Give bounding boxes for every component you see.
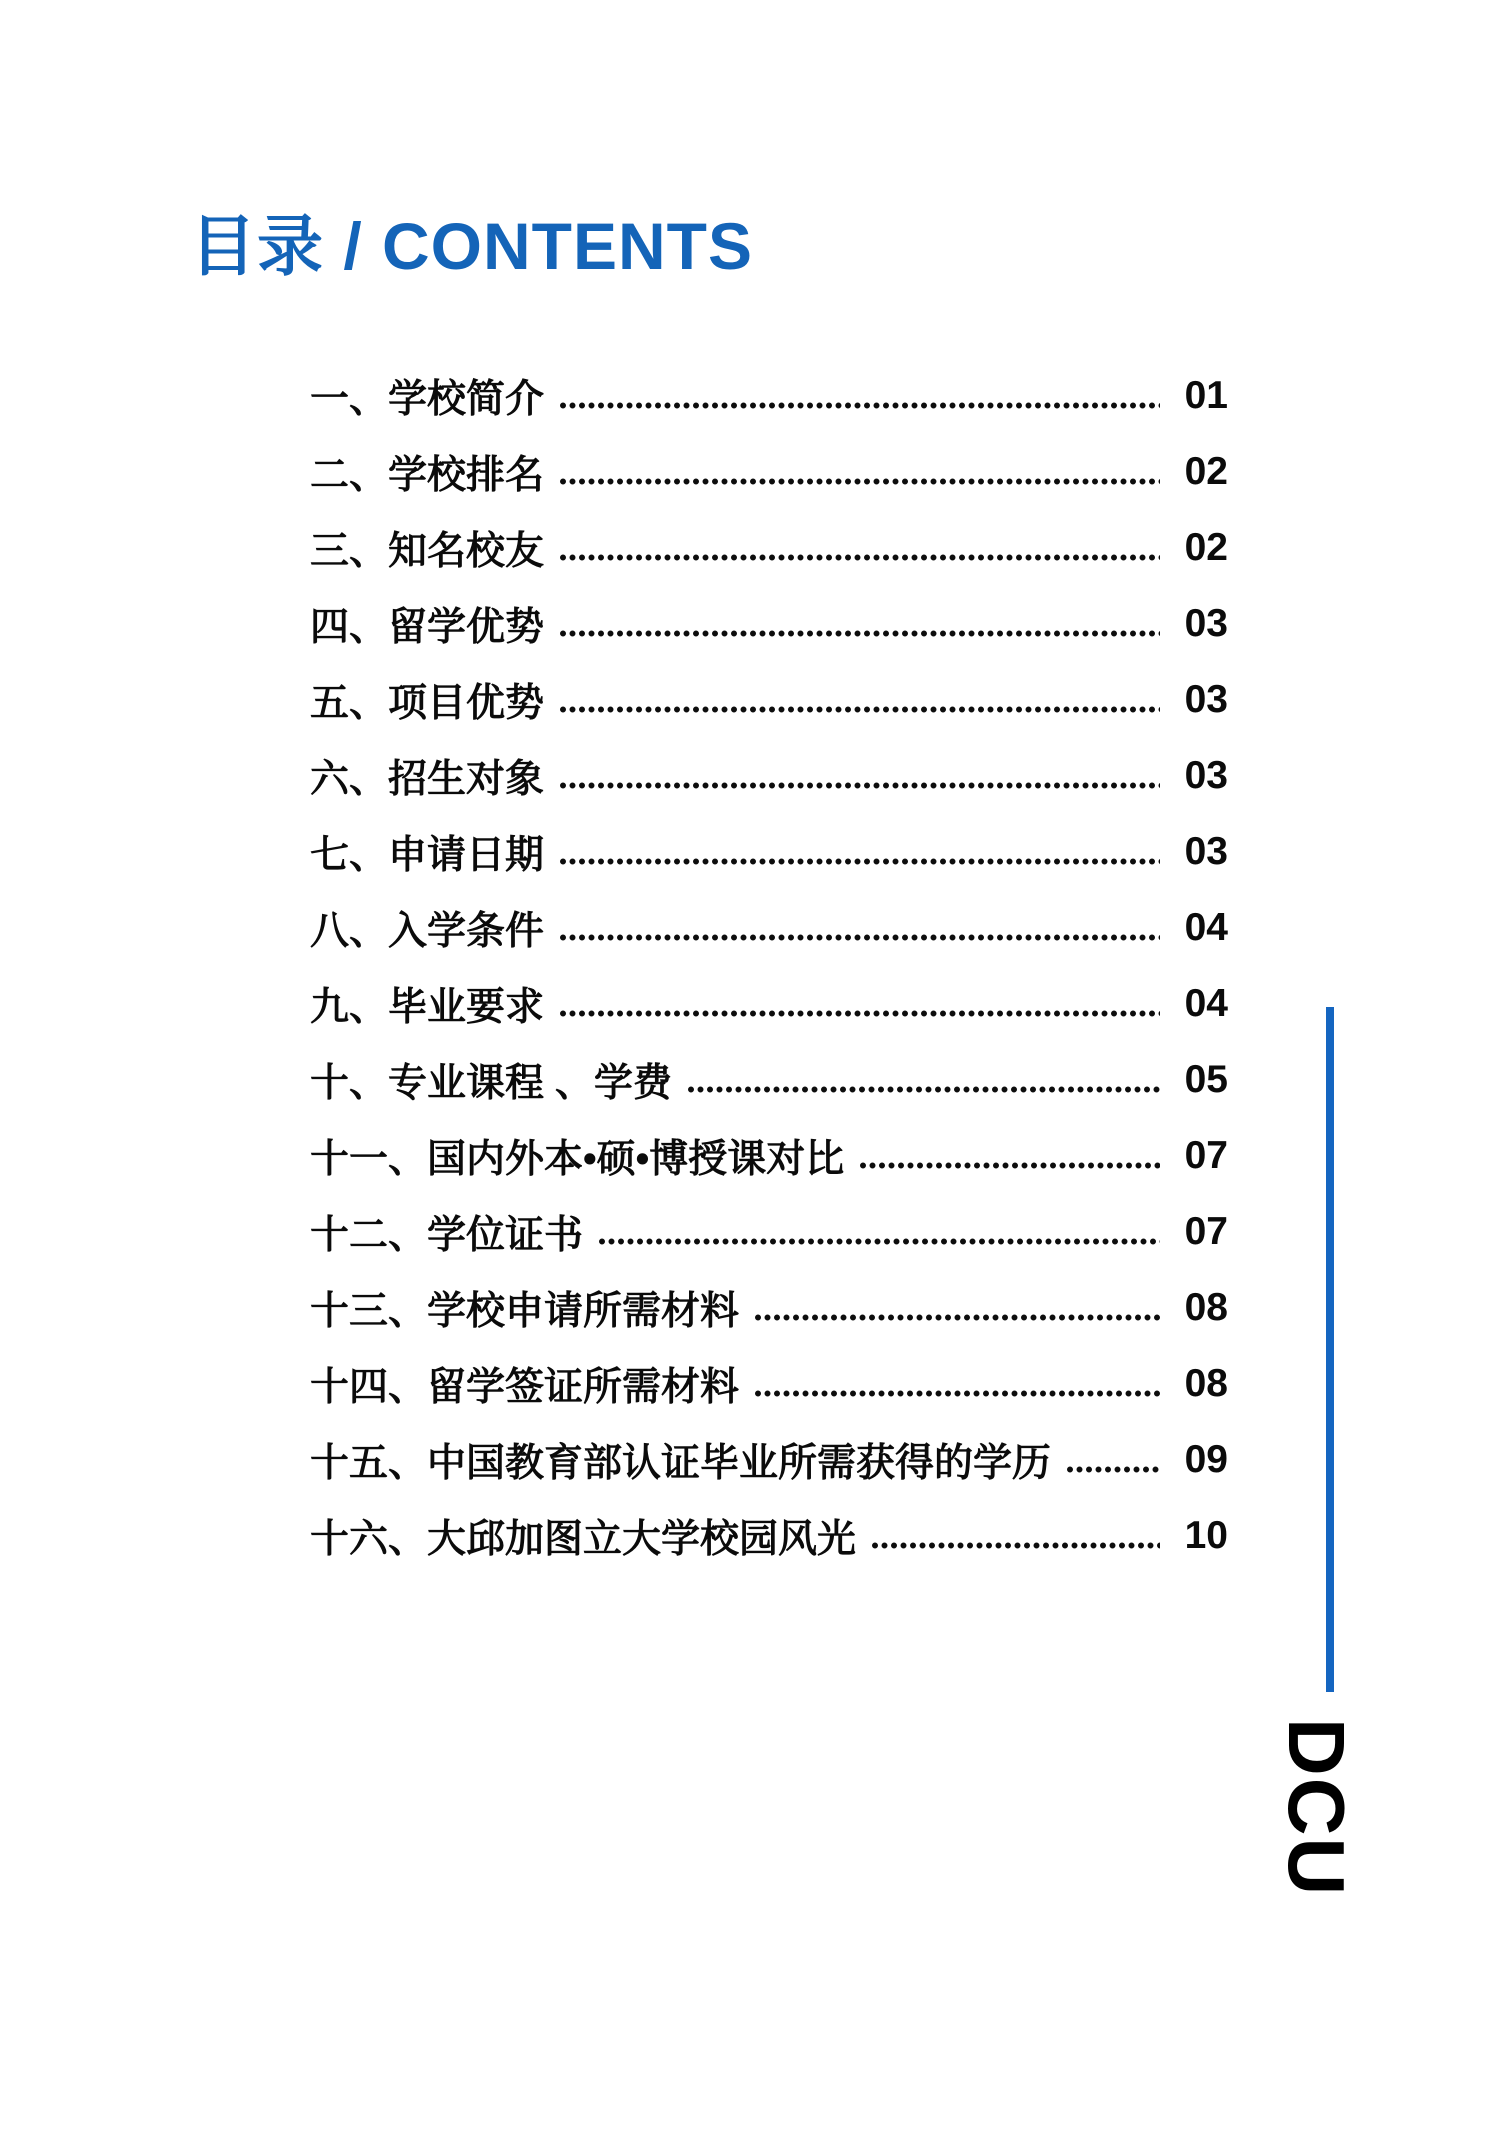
toc-entry-page-number: 08 [1184, 1362, 1228, 1405]
toc-entry-page-number: 01 [1184, 374, 1228, 417]
toc-entry-label: 七、申请日期 [310, 834, 545, 877]
toc-entry [310, 434, 1228, 510]
toc-entry-page-number: 09 [1184, 1438, 1228, 1481]
toc-entry-label: 八、入学条件 [310, 910, 545, 953]
toc-entry-page-number: 04 [1184, 906, 1228, 949]
dot-leader [560, 554, 1160, 561]
toc-entry [310, 1042, 1228, 1118]
toc-entry-page-number: 03 [1184, 754, 1228, 797]
dot-leader [560, 402, 1160, 409]
toc-entry-page-number: 02 [1184, 526, 1228, 569]
toc-entry-page-number: 10 [1184, 1514, 1228, 1557]
dot-leader [560, 706, 1160, 713]
toc-entry-label: 十六、大邱加图立大学校园风光 [310, 1518, 857, 1561]
toc-entry [310, 966, 1228, 1042]
toc-entry-label: 十三、学校申请所需材料 [310, 1290, 740, 1333]
toc-entry-label: 十、专业课程 、学费 [310, 1062, 672, 1105]
toc-entry-label: 十二、学位证书 [310, 1214, 584, 1257]
page-title: 目录 / CONTENTS [190, 209, 754, 283]
dot-leader [560, 630, 1160, 637]
toc-entry [310, 1118, 1228, 1194]
side-accent-line [1326, 1007, 1334, 1692]
toc-entry-label: 十五、中国教育部认证毕业所需获得的学历 [310, 1442, 1052, 1485]
toc-entry-page-number: 05 [1184, 1058, 1228, 1101]
toc-entry-label: 十四、留学签证所需材料 [310, 1366, 740, 1409]
toc-entry [310, 738, 1228, 814]
dot-leader [560, 478, 1160, 485]
toc-entry [310, 1194, 1228, 1270]
dot-leader [560, 1010, 1160, 1017]
dot-leader [688, 1086, 1160, 1093]
toc-entry-label: 四、留学优势 [310, 606, 545, 649]
toc-entry [310, 1270, 1228, 1346]
toc-entry-label: 六、招生对象 [310, 758, 545, 801]
dot-leader [560, 934, 1160, 941]
toc-entry-label: 三、知名校友 [310, 530, 545, 573]
toc-list [310, 358, 1228, 1574]
toc-entry-label: 二、学校排名 [310, 454, 545, 497]
toc-entry-page-number: 03 [1184, 830, 1228, 873]
dot-leader [560, 782, 1160, 789]
toc-entry [310, 1346, 1228, 1422]
toc-entry-page-number: 04 [1184, 982, 1228, 1025]
dot-leader [1067, 1466, 1160, 1473]
toc-entry [310, 662, 1228, 738]
toc-entry [310, 814, 1228, 890]
toc-entry-page-number: 08 [1184, 1286, 1228, 1329]
dot-leader [599, 1238, 1160, 1245]
toc-entry [310, 358, 1228, 434]
dot-leader [860, 1162, 1160, 1169]
toc-entry-label: 一、学校简介 [310, 378, 545, 421]
toc-entry-label: 九、毕业要求 [310, 986, 545, 1029]
toc-entry-page-number: 07 [1184, 1134, 1228, 1177]
toc-entry-page-number: 03 [1184, 678, 1228, 721]
side-label-dcu: DCU [1272, 1718, 1361, 1898]
toc-entry-page-number: 03 [1184, 602, 1228, 645]
toc-entry-page-number: 07 [1184, 1210, 1228, 1253]
toc-entry [310, 1422, 1228, 1498]
toc-entry-page-number: 02 [1184, 450, 1228, 493]
toc-entry [310, 510, 1228, 586]
toc-entry [310, 1498, 1228, 1574]
dot-leader [755, 1314, 1160, 1321]
toc-entry [310, 586, 1228, 662]
toc-entry-label: 五、项目优势 [310, 682, 545, 725]
toc-entry [310, 890, 1228, 966]
dot-leader [872, 1542, 1160, 1549]
dot-leader [755, 1390, 1160, 1397]
toc-entry-label: 十一、国内外本•硕•博授课对比 [310, 1138, 845, 1181]
dot-leader [560, 858, 1160, 865]
